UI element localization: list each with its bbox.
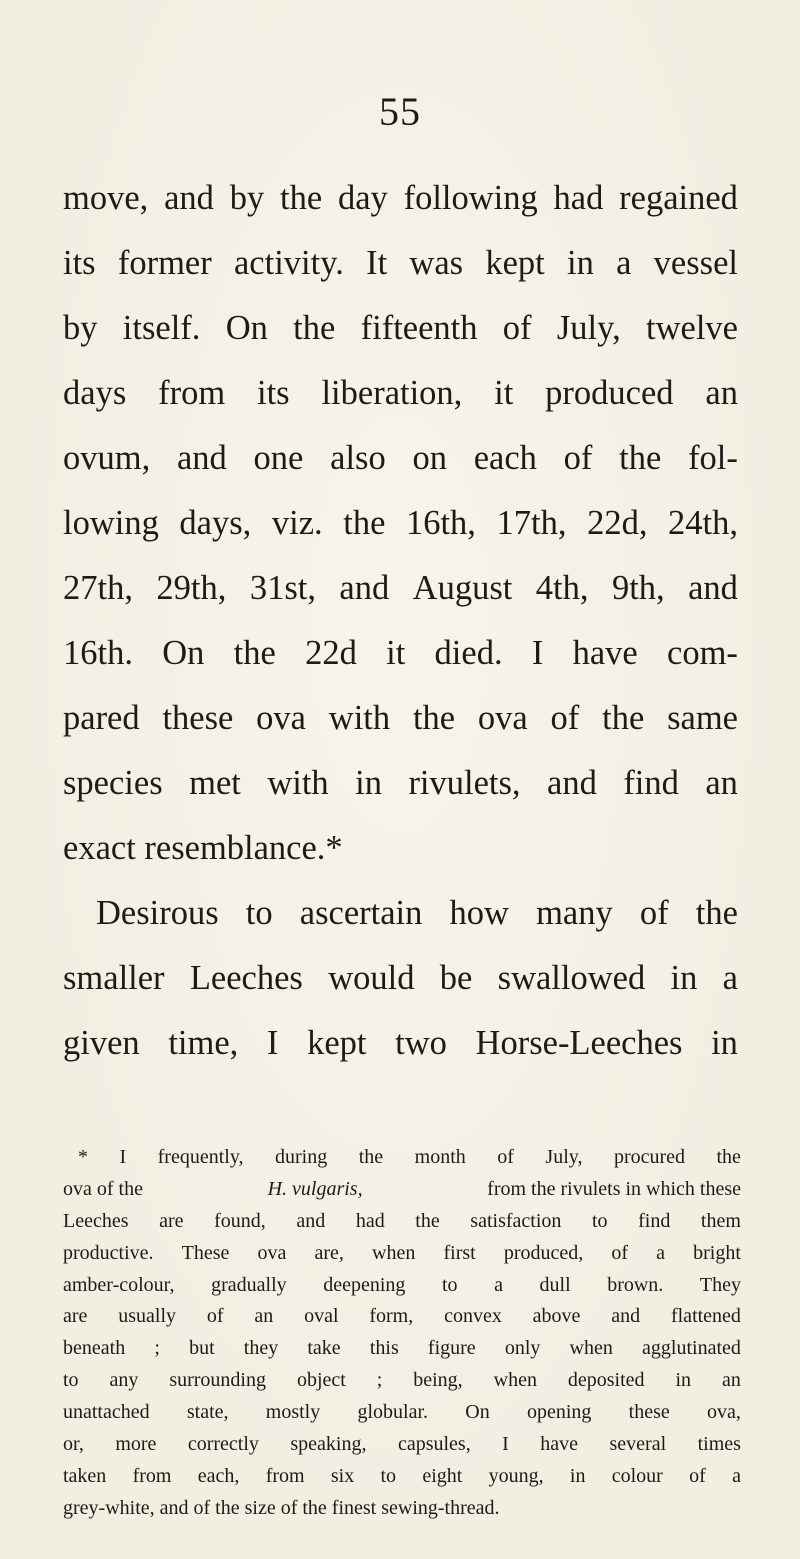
word: they [243,1337,279,1360]
word: time, [168,1024,239,1062]
word: more [115,1433,157,1456]
word: each [473,439,537,477]
word: surrounding [169,1369,266,1392]
word: August [412,569,513,607]
word: six [330,1464,355,1487]
word: bright [693,1241,741,1264]
word: * [78,1146,88,1168]
word: activity. [233,244,344,282]
word: when [569,1337,613,1360]
footnote-line [63,1270,741,1302]
word: 9th, [611,569,665,607]
text-line [63,946,738,1011]
word: these [628,1401,670,1424]
word: move, [63,179,149,217]
text-line-content: exact resemblance.* [63,829,343,867]
word: the [358,1146,384,1168]
word: a [616,244,632,282]
word: in [670,959,698,997]
word: two [395,1024,447,1062]
footnote-line [63,1493,741,1525]
word: frequently, [157,1146,244,1168]
word: taken [63,1464,107,1487]
word: above [532,1305,581,1328]
word: but [189,1337,215,1360]
word: swallowed [497,959,646,997]
word: 29th, [156,569,227,607]
word: of [502,309,532,347]
word: Leeches [63,1209,129,1232]
footnote [63,1142,741,1525]
footnote-line-content: from the rivulets in which these [487,1177,741,1200]
word: met [189,764,241,802]
word: com- [667,634,738,672]
word: the [695,894,738,932]
word: by [229,179,265,217]
word: 16th, [405,504,476,542]
word: take [307,1337,341,1360]
text-line [63,426,738,491]
word: the [619,439,662,477]
word: procured [613,1146,686,1168]
word: the [716,1146,741,1168]
word: have [540,1433,579,1456]
word: satisfaction [470,1209,562,1232]
word: during [275,1146,328,1168]
word: of [550,699,580,737]
footnote-line [63,1301,741,1333]
word: days, [179,504,252,542]
word: and [164,179,214,217]
footnote-line [63,1333,741,1365]
word: and [688,569,738,607]
word: was [409,244,464,282]
word: speaking, [290,1433,367,1456]
word: and [176,439,227,477]
word: 22d, [587,504,648,542]
word: colour [611,1464,663,1487]
word: first [443,1241,476,1264]
word: ova [256,699,306,737]
word: would [328,959,415,997]
word: twelve [646,309,738,347]
word: its [257,374,290,412]
word: dull [539,1273,571,1296]
word: capsules, [397,1433,471,1456]
word: from [265,1464,305,1487]
word: They [699,1273,741,1296]
word: same [667,699,738,737]
word: On [162,634,205,672]
footnote-line [63,1142,741,1174]
word: correctly [187,1433,259,1456]
word: On [225,309,268,347]
word: kept [485,244,545,282]
text-line [63,166,738,231]
word: 27th, [63,569,133,607]
word: to [245,894,273,932]
word: in [355,764,382,802]
word: These [181,1241,230,1264]
footnote-line [63,1206,741,1238]
word: find [638,1209,671,1232]
word: any [109,1369,139,1392]
word: vessel [653,244,738,282]
word: figure [427,1337,476,1360]
word: its [63,244,96,282]
word: kept [307,1024,367,1062]
word: unattached [63,1401,150,1424]
word: eight [422,1464,463,1487]
word: gradually [211,1273,287,1296]
word: ; [376,1369,383,1392]
word: agglutinated [642,1337,741,1360]
word: an [721,1369,741,1392]
word: one [253,439,304,477]
word: with [328,699,391,737]
word: 22d [305,634,357,672]
word: pared [63,699,140,737]
word: to [63,1369,79,1392]
word: Desirous [96,894,219,932]
word: 16th. [63,634,133,672]
word: I [502,1433,509,1456]
word: ova [477,699,528,737]
word: I [266,1024,279,1062]
footnote-line [63,1429,741,1461]
word: regained [619,179,738,217]
word: the [415,1209,440,1232]
word: ova [257,1241,287,1264]
word: it [386,634,406,672]
word: these [162,699,234,737]
word: many [536,894,613,932]
word: ascertain [299,894,423,932]
main-text [63,166,738,1076]
word: each, [197,1464,240,1487]
word: rivulets, [408,764,521,802]
word: usually [118,1305,177,1328]
word: it [494,374,514,412]
word: this [369,1337,399,1360]
word: had [553,179,604,217]
word: ; [154,1337,160,1360]
word: in [566,244,594,282]
text-line [63,231,738,296]
word: 24th, [668,504,738,542]
word: also [330,439,386,477]
word: fifteenth [360,309,478,347]
word: to [591,1209,608,1232]
word: have [572,634,638,672]
word: deepening [323,1273,406,1296]
word: July, [556,309,621,347]
footnote-line-content: ova of the [63,1177,143,1200]
word: by [63,309,98,347]
word: species [63,764,163,802]
footnote-line [63,1174,741,1206]
word: 4th, [535,569,589,607]
word: the [412,699,456,737]
text-line [63,296,738,361]
word: on [412,439,447,477]
word: of [611,1241,629,1264]
page-number: 55 [379,89,421,134]
word: ovum, [63,439,151,477]
word: them [700,1209,741,1232]
word: days [63,374,127,412]
word: and [339,569,390,607]
word: the [343,504,386,542]
word: viz. [271,504,323,542]
word: liberation, [321,374,463,412]
word: are [159,1209,184,1232]
word: given [63,1024,140,1062]
word: and [547,764,597,802]
text-line [63,361,738,426]
word: an [254,1305,274,1328]
word: an [705,764,738,802]
word: and [296,1209,326,1232]
word: of [639,894,669,932]
footnote-line [63,1461,741,1493]
word: I [119,1146,127,1168]
word: opening [526,1401,592,1424]
word: produced, [503,1241,584,1264]
word: of [206,1305,224,1328]
footnote-line [63,1238,741,1270]
word: a [732,1464,741,1487]
word: convex [444,1305,502,1328]
word: Leeches [189,959,303,997]
text-line [63,686,738,751]
text-line [63,621,738,686]
word: to [380,1464,397,1487]
word: Horse-Leeches [475,1024,683,1062]
word: a [656,1241,666,1264]
word: productive. [63,1241,154,1264]
text-line [63,751,738,816]
word: lowing [63,504,159,542]
word: brown. [607,1273,664,1296]
word: I [531,634,544,672]
word: the [293,309,336,347]
word: amber-colour, [63,1273,175,1296]
word: ova, [707,1401,741,1424]
text-line [63,556,738,621]
word: of [497,1146,514,1168]
text-line [63,816,738,881]
word: former [117,244,212,282]
species-name: H. vulgaris, [267,1177,363,1200]
word: smaller [63,959,165,997]
word: of [563,439,593,477]
word: young, [488,1464,544,1487]
word: state, [186,1401,229,1424]
word: an [705,374,738,412]
word: and [611,1305,641,1328]
word: deposited [567,1369,645,1392]
word: in [711,1024,738,1062]
word: are [63,1305,88,1328]
word: On [465,1401,490,1424]
word: 17th, [496,504,567,542]
word: being, [413,1369,463,1392]
text-line [63,1011,738,1076]
word: to [441,1273,458,1296]
word: or, [63,1433,84,1456]
word: the [602,699,645,737]
word: of [689,1464,706,1487]
word: fol- [688,439,738,477]
word: month [414,1146,466,1168]
word: day [337,179,388,217]
footnote-line-content: grey-white, and of the size of the finest sewing-thread. [63,1496,500,1519]
word: the [233,634,276,672]
word: July, [545,1146,583,1168]
word: are, [314,1241,344,1264]
word: flattened [670,1305,741,1328]
word: died. [434,634,503,672]
word: when [372,1241,416,1264]
word: from [132,1464,172,1487]
word: in [675,1369,692,1392]
word: how [449,894,509,932]
word: from [158,374,226,412]
word: had [355,1209,385,1232]
word: be [439,959,473,997]
word: only [504,1337,541,1360]
word: in [569,1464,586,1487]
word: object [296,1369,346,1392]
text-line [63,491,738,556]
text-line [63,881,738,946]
word: the [280,179,323,217]
word: oval [304,1305,339,1328]
word: find [623,764,679,802]
word: a [722,959,738,997]
word: It [366,244,388,282]
word: with [267,764,329,802]
word: times [697,1433,741,1456]
footnote-line [63,1397,741,1429]
word: globular. [357,1401,429,1424]
word: mostly [265,1401,321,1424]
word: following [403,179,538,217]
word: beneath [63,1337,126,1360]
word: produced [545,374,674,412]
word: 31st, [249,569,316,607]
word: several [609,1433,667,1456]
word: when [493,1369,537,1392]
word: a [494,1273,503,1296]
word: itself. [122,309,201,347]
word: form, [369,1305,414,1328]
footnote-line [63,1365,741,1397]
word: found, [214,1209,266,1232]
